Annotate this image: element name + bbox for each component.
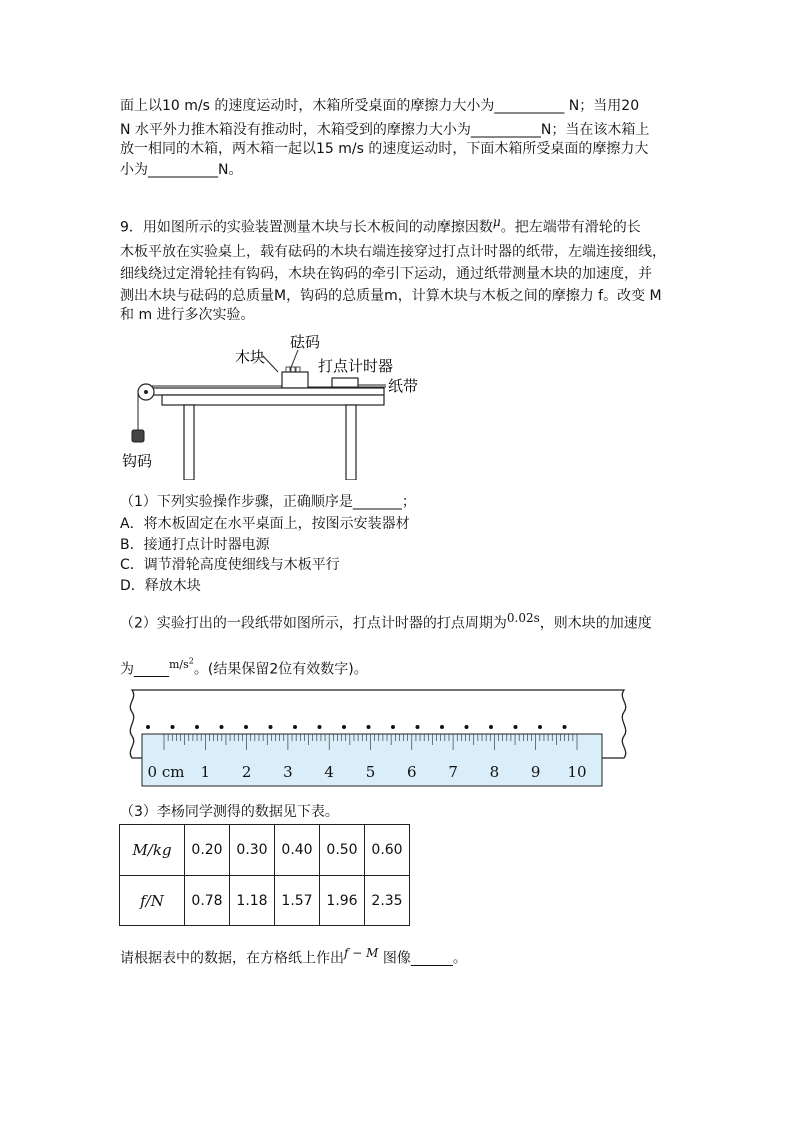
tape-ruler-figure	[120, 688, 632, 790]
timer-label: 打点计时器	[318, 357, 394, 375]
tape-dot	[465, 725, 469, 729]
hook-weight-label: 钩码	[122, 452, 153, 470]
tape-dot	[489, 725, 493, 729]
data-table	[119, 824, 410, 926]
ruler-label: 1	[200, 763, 211, 781]
row-label-friction: f/N	[120, 876, 185, 926]
long-board	[142, 388, 384, 395]
table-leg	[184, 405, 194, 480]
option-b: B．接通打点计时器电源	[120, 537, 270, 553]
part2-answer-blank: 为_____	[120, 661, 169, 678]
option-a: A．将木板固定在水平桌面上，按图示安装器材	[120, 516, 410, 532]
mu-symbol: μ	[492, 215, 501, 229]
mass-value: 0.20	[185, 825, 230, 876]
table-row-friction	[120, 876, 410, 926]
friction-value: 1.96	[320, 876, 365, 926]
ruler-label: 7	[448, 763, 458, 781]
question-9-line	[120, 213, 641, 237]
block-label: 木块	[235, 348, 266, 366]
mass-value: 0.60	[365, 825, 410, 876]
acceleration-unit: m/s	[169, 657, 189, 671]
tape-dot	[171, 725, 175, 729]
question-9-line: 木板平放在实验桌上，载有砝码的木块右端连接穿过打点计时器的纸带，左端连接细线，	[120, 244, 666, 260]
ruler-label: 0 cm	[147, 763, 185, 781]
tape-dot	[244, 725, 248, 729]
ruler-label: 5	[365, 763, 376, 781]
table-row-mass	[120, 825, 410, 876]
tape-dot	[391, 725, 395, 729]
weights-label: 砝码	[290, 333, 321, 351]
part3-instruction	[120, 944, 467, 968]
paragraph-line: 面上以10 m/s 的速度运动时，木箱所受桌面的摩擦力大小为__________ N；当用20	[120, 98, 640, 114]
instruction-text-end: 图像______。	[378, 950, 467, 967]
part1-question: （1）下列实验操作步骤，正确顺序是_______；	[120, 494, 416, 510]
ruler-label: 6	[407, 763, 417, 781]
tape-dot	[342, 725, 346, 729]
ruler-label: 8	[489, 763, 500, 781]
question-9-text: 9．用如图所示的实验装置测量木块与长木板间的动摩擦因数	[120, 219, 493, 236]
paragraph-line: 小为__________N。	[120, 162, 243, 178]
table-top	[162, 395, 384, 405]
mass-value: 0.50	[320, 825, 365, 876]
part3-intro: （3）李杨同学测得的数据见下表。	[120, 804, 339, 820]
ruler-label: 3	[283, 763, 293, 781]
tape-label: 纸带	[388, 377, 418, 395]
tape-dot	[269, 725, 273, 729]
ruler-label: 2	[241, 763, 252, 781]
part2-line2	[120, 652, 368, 678]
tape-dot	[514, 725, 518, 729]
hook-weight	[132, 430, 144, 442]
friction-value: 1.57	[275, 876, 320, 926]
mass-value: 0.30	[230, 825, 275, 876]
tape-dot	[563, 725, 567, 729]
friction-value: 0.78	[185, 876, 230, 926]
tape-dot	[318, 725, 322, 729]
tape-dot	[416, 725, 420, 729]
friction-value: 1.18	[230, 876, 275, 926]
row-label-mass: M/kg	[120, 825, 185, 876]
part2-text-end: 。(结果保留2位有效数字)。	[193, 661, 368, 678]
wooden-block	[282, 372, 308, 388]
tape-dot	[293, 725, 297, 729]
mass-value: 0.40	[275, 825, 320, 876]
option-c: C．调节滑轮高度使细线与木板平行	[120, 557, 340, 573]
graph-name: f − M	[344, 946, 379, 960]
apparatus-figure	[118, 330, 418, 480]
friction-value: 2.35	[365, 876, 410, 926]
period-value: 0.02s	[506, 611, 540, 625]
weights	[286, 367, 300, 372]
question-9-text-end: 。把左端带有滑轮的长	[500, 219, 641, 236]
question-9-line: 和 m 进行多次实验。	[120, 307, 255, 323]
tape-dot	[146, 725, 150, 729]
tape-dot	[195, 725, 199, 729]
paragraph-line: 放一相同的木箱，两木箱一起以15 m/s 的速度运动时，下面木箱所受桌面的摩擦力大	[120, 141, 649, 157]
tape-dot	[220, 725, 224, 729]
ruler-label: 10	[567, 763, 587, 781]
ruler-label: 4	[324, 763, 334, 781]
instruction-text: 请根据表中的数据，在方格纸上作出	[120, 950, 344, 967]
option-d: D．释放木块	[120, 578, 201, 594]
tape-dot	[538, 725, 542, 729]
unit-exponent: 2	[188, 656, 194, 665]
table-leg	[346, 405, 356, 480]
part2-text-end: ，则木块的加速度	[539, 615, 652, 632]
tape-dot	[440, 725, 444, 729]
part2-text: （2）实验打出的一段纸带如图所示，打点计时器的打点周期为	[120, 615, 507, 632]
part2-line1	[120, 609, 652, 633]
ruler-label: 9	[530, 763, 541, 781]
question-9-line: 细线绕过定滑轮挂有钩码，木块在钩码的牵引下运动，通过纸带测量木块的加速度，并	[120, 266, 652, 282]
paragraph-line: N 水平外力推木箱没有推动时，木箱受到的摩擦力大小为__________N；当在该木箱上	[120, 122, 650, 138]
tape-dot	[367, 725, 371, 729]
question-9-line: 测出木块与砝码的总质量M，钩码的总质量m，计算木块与木板之间的摩擦力 f。改变 M	[120, 288, 662, 304]
